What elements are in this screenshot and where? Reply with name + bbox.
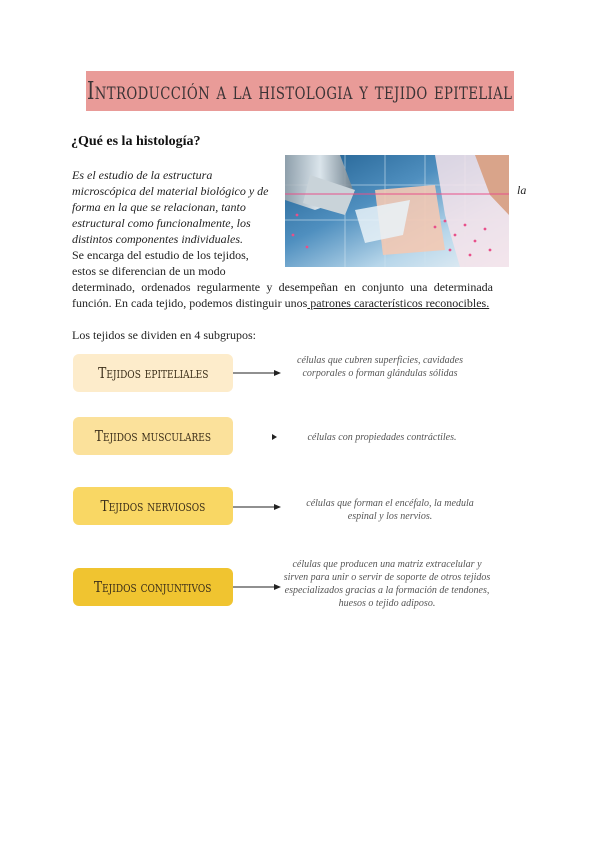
intro-la-word: la <box>517 183 527 197</box>
arrow-icon <box>233 368 281 378</box>
group-description: células que cubren superficies, cavidades corporales o forman glándulas sólidas <box>297 355 463 379</box>
arrow-icon <box>233 582 281 592</box>
group-description: células con propiedades contráctiles. <box>307 432 457 443</box>
title-banner <box>86 71 514 111</box>
group-box-conjuntivos <box>73 568 233 606</box>
group-label: Tejidos nerviosos <box>100 497 206 515</box>
group-description: células que producen una matriz extracelular y sirven para unir o servir de soporte de otros tejidos especializados gracias a la formación de tendones, huesos o tejido adiposo. <box>283 559 491 609</box>
intro-line: Es el estudio de la estructura <box>72 168 213 182</box>
intro-definition <box>72 167 282 247</box>
arrow-icon <box>271 432 279 442</box>
intro-normal-line: estos se diferencian de un modo <box>72 264 226 278</box>
page-title: Introducción a la histologia y tejido epitelial <box>87 77 513 105</box>
group-label: Tejidos musculares <box>94 427 212 445</box>
group-label: Tejidos conjuntivos <box>94 578 212 596</box>
intro-description <box>72 247 282 279</box>
group-label: Tejidos epiteliales <box>97 364 209 382</box>
intro-continuation <box>72 279 493 311</box>
group-box-musculares <box>73 417 233 455</box>
group-description: células que forman el encéfalo, la medula espinal y los nervios. <box>306 498 474 522</box>
section-heading: ¿Qué es la histología? <box>71 134 201 149</box>
subgroups-label: Los tejidos se dividen en 4 subgrupos: <box>72 328 256 342</box>
patterns-text: patrones característicos reconocibles. <box>307 296 490 310</box>
arrow-icon <box>233 502 281 512</box>
group-box-nerviosos <box>73 487 233 525</box>
microscope-illustration <box>285 155 509 267</box>
group-box-epiteliales <box>73 354 233 392</box>
intro-line: microscópica del material biológico y de <box>72 184 269 198</box>
intro-line: forma en la que se relacionan, tanto <box>72 200 246 214</box>
intro-normal-line: Se encarga del estudio de los tejidos, <box>72 248 249 262</box>
intro-line: distintos componentes individuales. <box>72 232 243 246</box>
intro-line: estructural como funcionalmente, los <box>72 216 251 230</box>
microscope-photo <box>285 155 509 267</box>
continuation-text: determinado, ordenados regularmente y desempeñan en conjunto una determinada función. En cada tejido, podemos distinguir unos <box>72 280 493 310</box>
